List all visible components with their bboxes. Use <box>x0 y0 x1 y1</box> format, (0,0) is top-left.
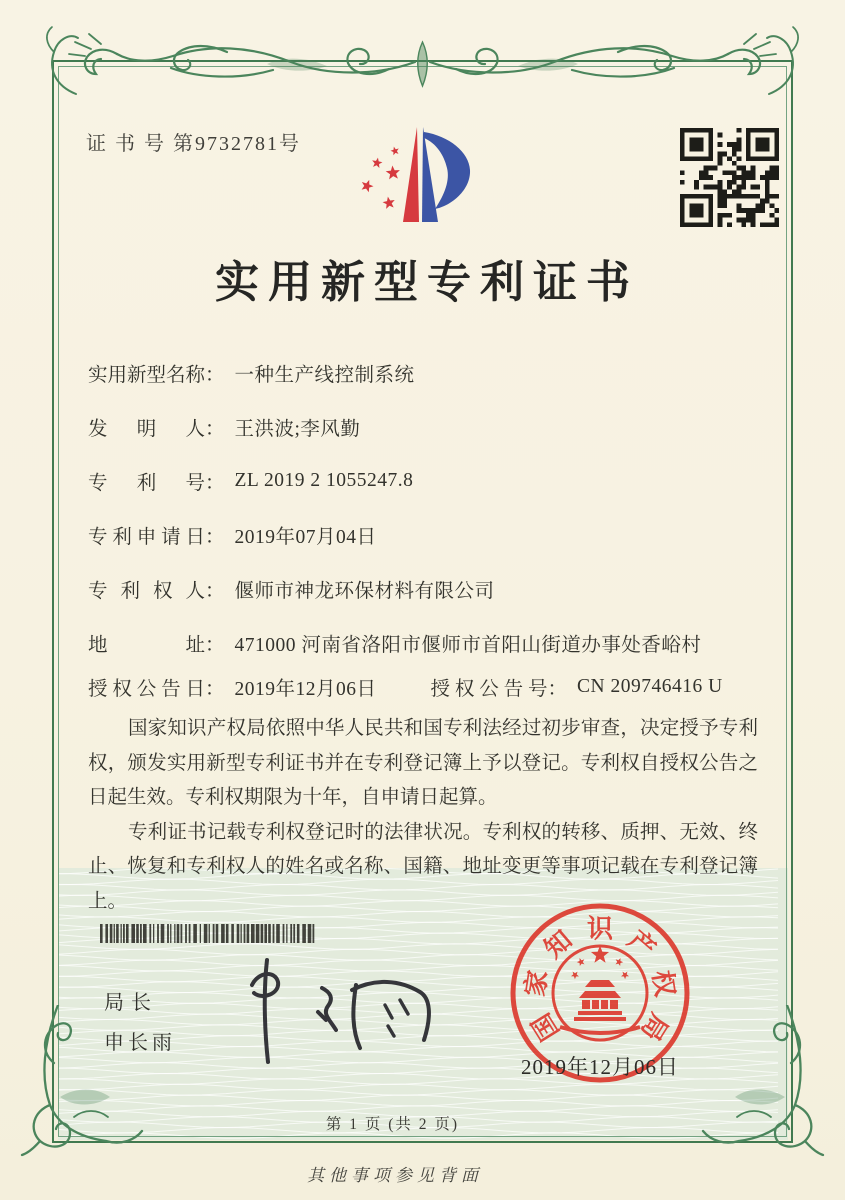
cnipa-logo-icon <box>353 110 493 238</box>
legal-paragraph-1: 国家知识产权局依照中华人民共和国专利法经过初步审查，决定授予专利权，颁发实用新型专利证书并在专利登记簿上予以登记。专利权自授权公告之日起生效。专利权期限为十年，自申请日起算。 <box>88 718 758 808</box>
field-label: 专利权人 <box>88 581 205 602</box>
field-row-invention-name <box>88 346 758 400</box>
qr-code <box>680 128 779 227</box>
bottom-right-corner-flourish <box>695 1005 825 1160</box>
commissioner-signature <box>225 945 455 1070</box>
field-row-filing-date <box>88 508 758 562</box>
legal-text <box>88 712 758 919</box>
field-value: ZL 2019 2 1055247.8 <box>234 470 414 491</box>
svg-text:局: 局 <box>635 1008 674 1046</box>
back-side-note: 其他事项参见背面 <box>307 1166 483 1185</box>
page-indicator: 第 1 页 (共 2 页) <box>325 1116 460 1133</box>
field-label: 实用新型名称 <box>88 365 206 386</box>
top-right-corner-flourish <box>757 24 821 98</box>
field-row-patentee <box>88 562 758 616</box>
field-row-patent-number <box>88 454 758 508</box>
svg-text:国: 国 <box>526 1008 565 1046</box>
grant-announcement-row <box>88 660 778 714</box>
commissioner-title: 局长 <box>104 992 158 1014</box>
field-label: 地址 <box>88 635 205 656</box>
field-label: 专利号 <box>88 473 205 494</box>
grant-date-value: 2019年12月06日 <box>234 679 377 700</box>
field-colon: ： <box>547 679 568 700</box>
field-value: 2019年07月04日 <box>234 527 377 548</box>
field-colon: ： <box>205 679 225 700</box>
legal-paragraph-2: 专利证书记载专利权登记时的法律状况。专利权的转移、质押、无效、终止、恢复和专利权人的姓名或名称、国籍、地址变更等事项记载在专利登记簿上。 <box>88 821 758 912</box>
field-value: 偃师市神龙环保材料有限公司 <box>234 581 495 602</box>
field-row-inventors <box>88 400 758 454</box>
field-colon: ： <box>205 635 225 656</box>
field-colon: ： <box>205 527 225 548</box>
field-colon: ： <box>205 473 225 494</box>
grant-number-value: CN 209746416 U <box>577 676 723 697</box>
national-emblem-icon <box>574 980 626 1021</box>
svg-text:权: 权 <box>646 968 680 999</box>
grant-number-label: 授权公告号 <box>430 679 548 700</box>
top-scroll-ornament <box>52 22 793 94</box>
svg-text:家: 家 <box>520 968 554 999</box>
certificate-fields <box>88 346 758 670</box>
field-value: 王洪波;李风勤 <box>234 419 361 440</box>
field-value: 一种生产线控制系统 <box>234 365 415 386</box>
certificate-number: 证 书 号 第9732781号 <box>86 133 301 155</box>
grant-date-label: 授权公告日 <box>88 679 205 700</box>
top-left-corner-flourish <box>24 24 88 98</box>
field-colon: ： <box>205 419 225 440</box>
barcode <box>100 924 318 944</box>
field-colon: ： <box>205 581 225 602</box>
svg-text:识: 识 <box>586 914 614 944</box>
seal-date: 2019年12月06日 <box>521 1055 679 1079</box>
commissioner-name: 申长雨 <box>104 1032 176 1054</box>
svg-text:产: 产 <box>622 925 662 964</box>
certificate-title: 实用新型专利证书 <box>215 258 639 307</box>
field-label: 发明人 <box>88 419 205 440</box>
field-value: 471000 河南省洛阳市偃师市首阳山街道办事处香峪村 <box>234 635 702 656</box>
field-colon: ： <box>205 365 225 386</box>
svg-text:知: 知 <box>538 925 578 964</box>
field-label: 专利申请日 <box>88 527 205 548</box>
